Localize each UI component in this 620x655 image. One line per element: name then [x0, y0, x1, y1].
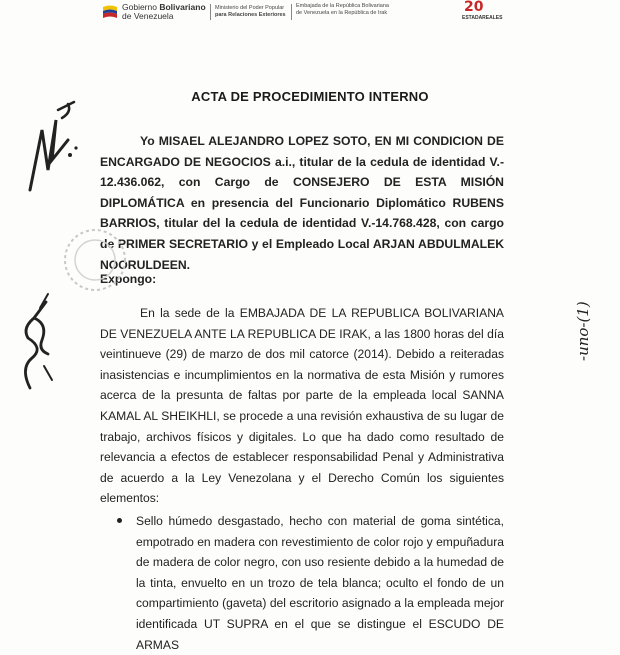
- handwritten-signature-left: [18, 288, 58, 398]
- anniversary-number: 20: [464, 0, 484, 15]
- gov-line2: de Venezuela: [122, 11, 174, 21]
- faded-stamp-seal: [60, 210, 130, 310]
- gov-bold: Bolivariano: [159, 2, 206, 12]
- bullet-icon: [117, 518, 122, 523]
- ministry-line2: para Relaciones Exteriores: [215, 11, 286, 18]
- embassy-name: [296, 3, 389, 16]
- margin-page-note: -uno-(1): [574, 301, 592, 361]
- government-name: [122, 3, 206, 21]
- letterhead: [0, 0, 620, 40]
- body-paragraph: [100, 303, 504, 509]
- section-heading: Expongo:: [100, 272, 157, 286]
- body-text: En la sede de la EMBAJADA DE LA REPUBLICA BOLIVARIANA DE VENEZUELA ANTE LA REPUBLICA DE IRAK, a las 1800 horas del día veintinueve (29) de marzo de dos mil catorce (2014). Debido a reiteradas inasistencias e incumplimientos en la normativa de esta Misión y rumores acerca de la presunta de faltas por parte de la empleada local SANNA KAMAL AL SHEIKHLI, se procede a una revisión exhaustiva de su lugar de trabajo, archivos físicos y digitales. Lo que ha dado como resultado de relevancia a efectos de establecer responsabilidad Penal y Administrativa de acuerdo a la Ley Venezolana y el Derecho Común los siguientes elementos:: [100, 306, 504, 506]
- ministry-name: [215, 5, 286, 18]
- embassy-line2: de Venezuela en la República de Irak: [296, 9, 388, 16]
- header-divider: [291, 4, 292, 20]
- document-title: ACTA DE PROCEDIMIENTO INTERNO: [191, 89, 429, 104]
- header-divider: [210, 4, 211, 20]
- handwritten-initials-top: [22, 100, 82, 200]
- venezuela-flag-logo-icon: [102, 4, 118, 20]
- intro-paragraph: [100, 131, 504, 275]
- handwritten-page-number: [566, 285, 598, 363]
- gov-prefix: Gobierno: [122, 2, 157, 12]
- bullet-text: Sello húmedo desgastado, hecho con material de goma sintética, empotrado en madera con revestimiento de color rojo y empuñadura de madera de color negro, con uso resiente debido a la humedad de la tinta, envuelto en un trozo de tela blanca; oculto el fondo de un compartimiento (gaveta) del escritorio asignado a la empleada mejor identificada UT SUPRA en el que se distingue el ESCUDO DE ARMAS: [136, 514, 504, 652]
- ministry-line1: Ministerio del Poder Popular: [215, 5, 285, 11]
- intro-text: Yo MISAEL ALEJANDRO LOPEZ SOTO, EN MI CONDICION DE ENCARGADO DE NEGOCIOS a.i., titular de la cedula de identidad V.- 12.436.062, con Cargo de CONSEJERO DE ESTA MISIÓN DIPLOMÁTICA en presencia del Funcionario Diplomático RUBENS BARRIOS, titular del la cedula de identidad V.-14.768.428, con cargo de PRIMER SECRETARIO y el Empleado Local ARJAN ABDULMALEK NOORULDEEN.: [100, 134, 504, 272]
- anniversary-text: ESTADAREALES: [462, 15, 503, 21]
- embassy-line1: Embajada de la República Bolivariana: [296, 3, 389, 9]
